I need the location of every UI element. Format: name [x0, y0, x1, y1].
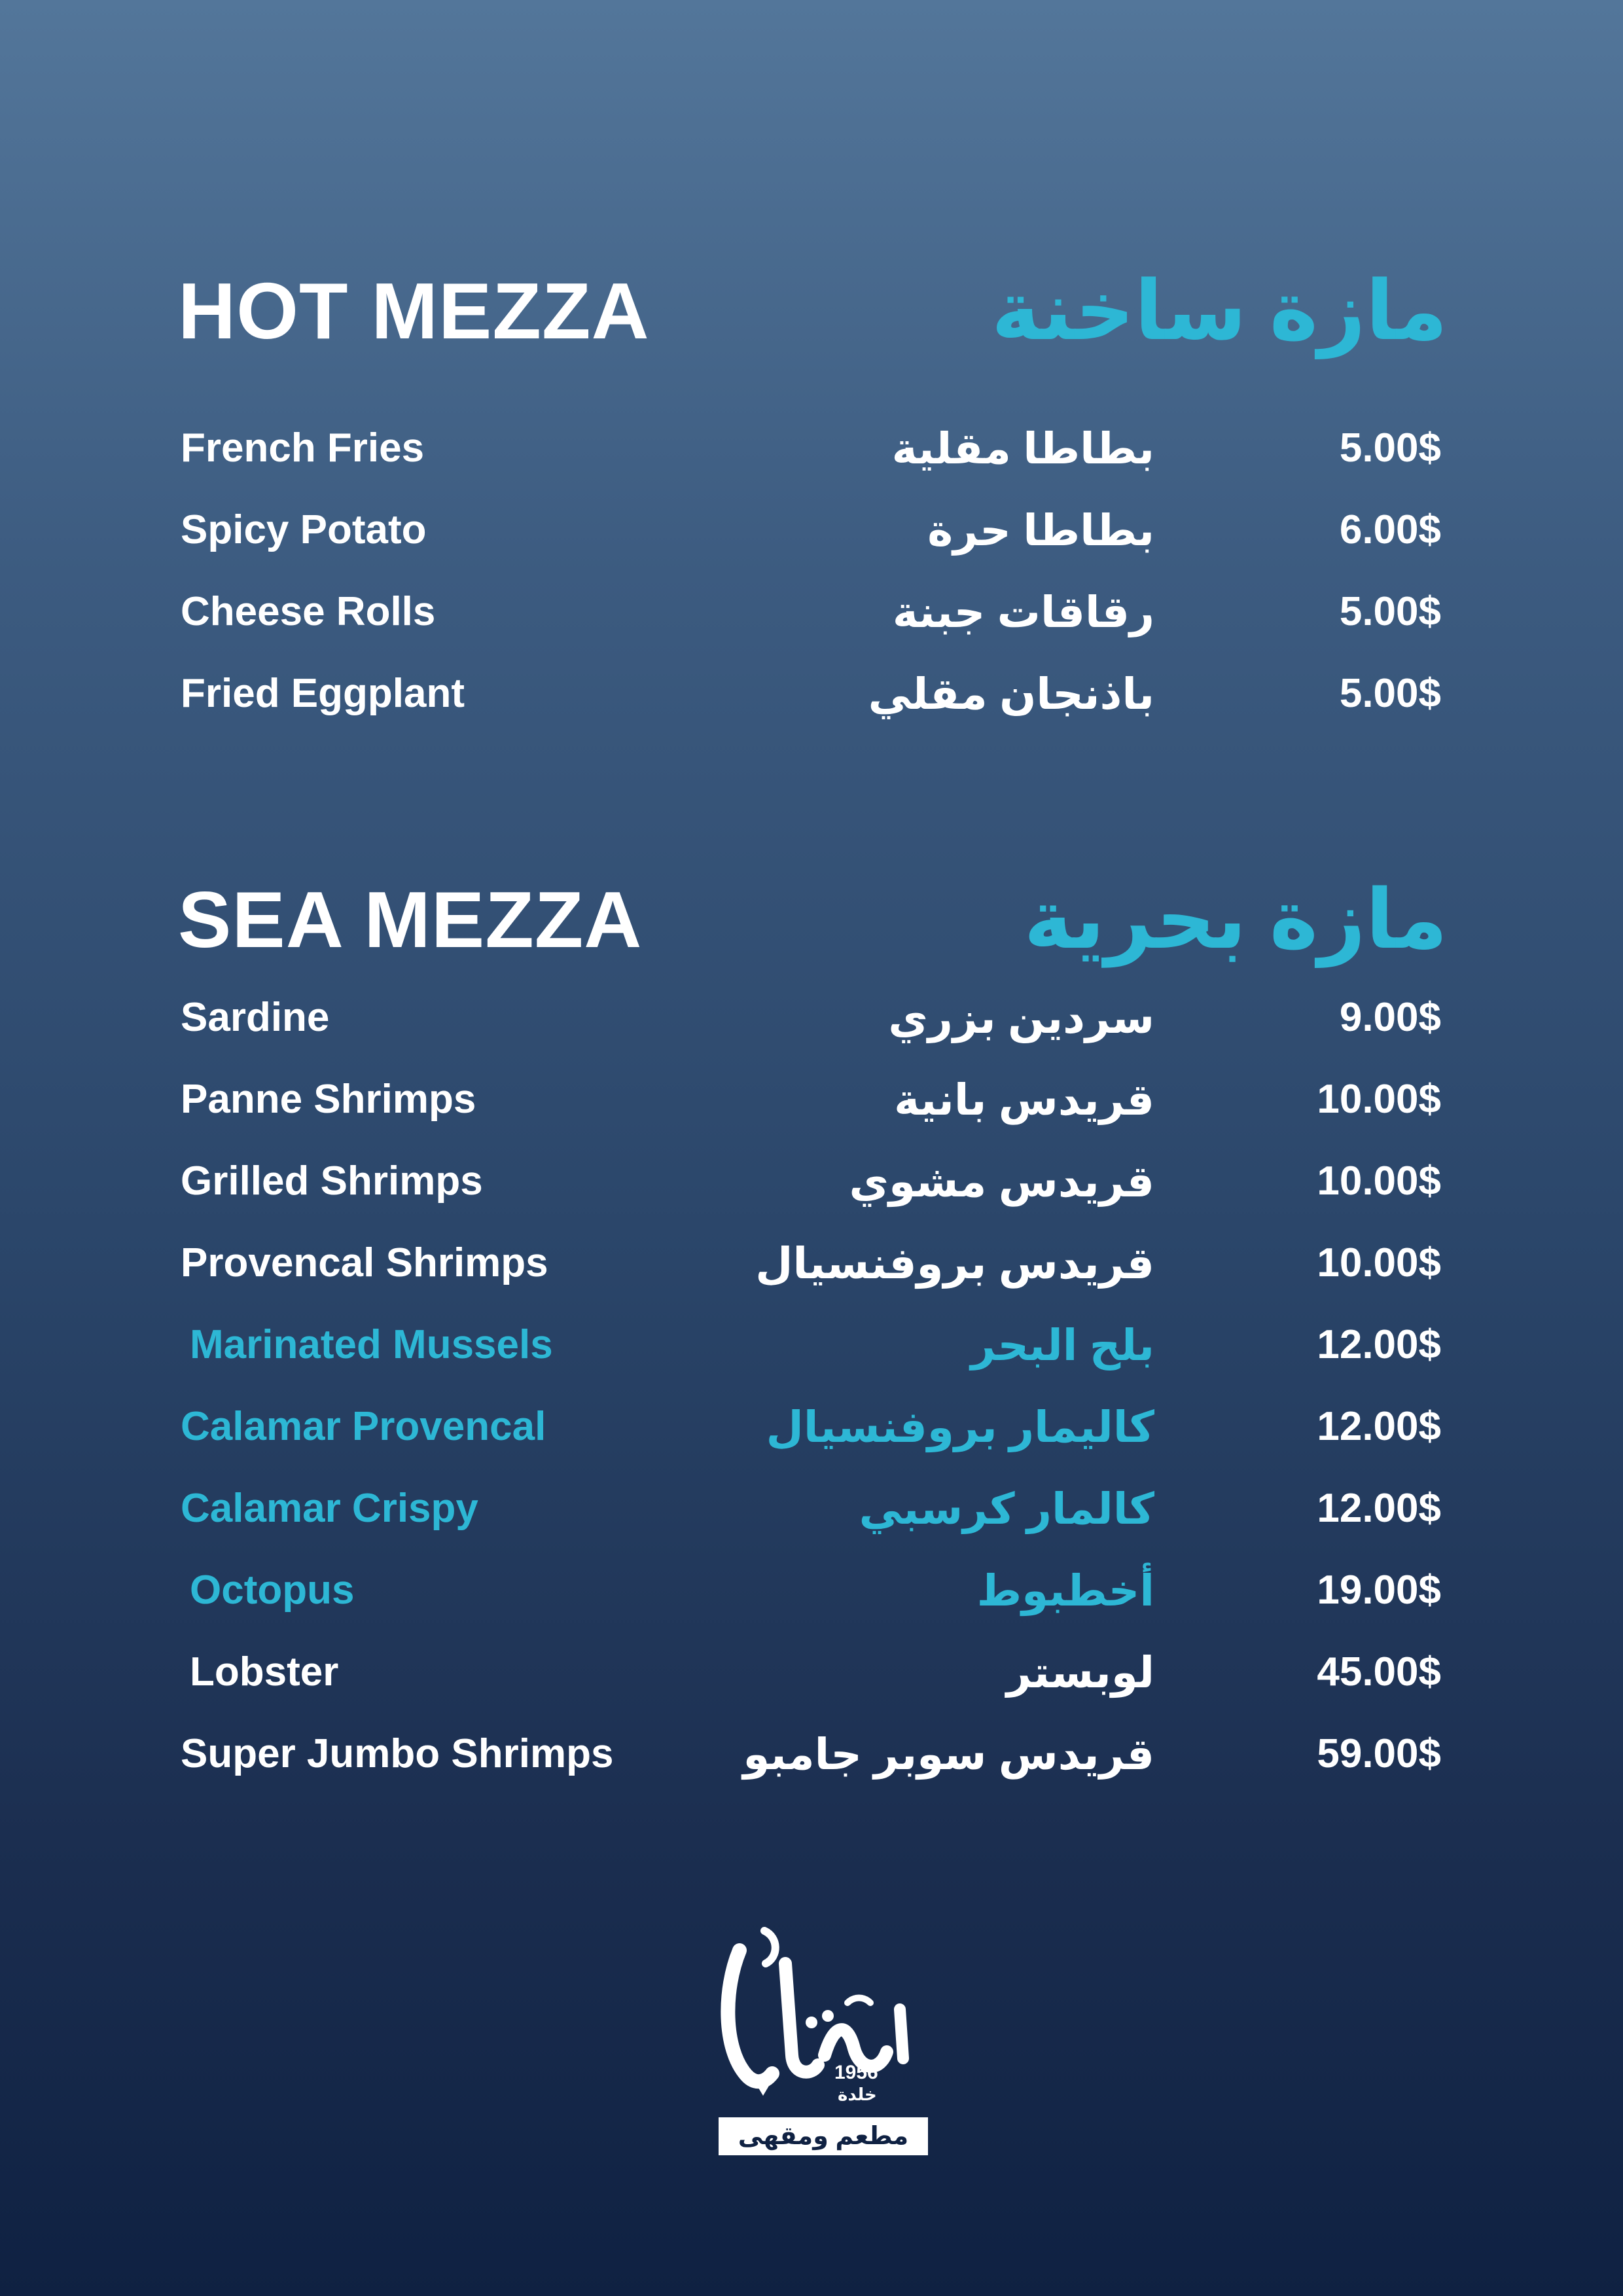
- menu-item-featured: [0, 1479, 1623, 1561]
- logo-tagline: مطعم ومقهى: [719, 2117, 928, 2155]
- item-name-ar: بطاطا حرة: [927, 506, 1154, 554]
- menu-item-featured: [0, 1397, 1623, 1479]
- item-price: 12.00$: [1317, 1322, 1441, 1367]
- item-name-en: Calamar Provencal: [181, 1404, 546, 1449]
- khaizaran-logo-icon: [713, 1924, 929, 2121]
- item-price: 59.00$: [1317, 1731, 1441, 1776]
- item-name-ar: رقاقات جبنة: [892, 588, 1154, 636]
- item-name-ar: سردين بزري: [888, 994, 1154, 1042]
- item-name-ar: قريدس سوبر جامبو: [743, 1730, 1154, 1778]
- item-name-en: French Fries: [181, 425, 425, 471]
- hot-mezza-title-en: HOT MEZZA: [178, 266, 650, 355]
- item-price: 10.00$: [1317, 1240, 1441, 1285]
- item-name-ar: كاليمار بروفنسيال: [766, 1403, 1154, 1451]
- menu-item: [0, 1070, 1623, 1152]
- item-name-ar: لوبستر: [1006, 1648, 1154, 1696]
- item-name-ar: باذنجان مقلي: [868, 670, 1154, 718]
- menu-item: [0, 1234, 1623, 1316]
- menu-item-featured: [0, 1561, 1623, 1643]
- menu-item: [0, 419, 1623, 501]
- item-name-en: Fried Eggplant: [181, 671, 465, 716]
- item-price: 5.00$: [1339, 589, 1441, 634]
- sea-mezza-list: [0, 988, 1623, 1806]
- menu-item: [0, 501, 1623, 583]
- logo-location: خلدة: [838, 2085, 877, 2104]
- sea-mezza-title-en: SEA MEZZA: [178, 875, 643, 964]
- item-price: 5.00$: [1339, 671, 1441, 716]
- menu-item: [0, 664, 1623, 746]
- item-name-ar: بطاطا مقلية: [891, 424, 1154, 473]
- item-name-ar: قريدس بانية: [894, 1075, 1154, 1124]
- menu-item: [0, 1152, 1623, 1234]
- logo-year: 1956: [834, 2062, 878, 2083]
- item-name-en: Super Jumbo Shrimps: [181, 1731, 614, 1776]
- menu-item-featured: [0, 1316, 1623, 1397]
- item-name-en: Provencal Shrimps: [181, 1240, 548, 1285]
- menu-item: [0, 1725, 1623, 1806]
- item-name-ar: أخطبوط: [976, 1566, 1154, 1615]
- item-name-en: Lobster: [190, 1649, 339, 1695]
- item-name-en: Octopus: [190, 1568, 355, 1613]
- item-name-en: Grilled Shrimps: [181, 1158, 483, 1204]
- item-price: 12.00$: [1317, 1486, 1441, 1531]
- hot-mezza-list: [0, 419, 1623, 746]
- item-name-en: Marinated Mussels: [190, 1322, 553, 1367]
- item-price: 10.00$: [1317, 1158, 1441, 1204]
- hot-mezza-title-ar: مازة ساخنة: [991, 264, 1448, 357]
- item-price: 6.00$: [1339, 507, 1441, 552]
- item-name-en: Calamar Crispy: [181, 1486, 478, 1531]
- item-price: 9.00$: [1339, 995, 1441, 1040]
- restaurant-logo: [713, 1924, 929, 2160]
- item-price: 10.00$: [1317, 1077, 1441, 1122]
- sea-mezza-title-ar: مازة بحرية: [1024, 873, 1448, 965]
- item-name-ar: قريدس بروفنسيال: [755, 1239, 1154, 1287]
- item-price: 12.00$: [1317, 1404, 1441, 1449]
- item-name-en: Panne Shrimps: [181, 1077, 476, 1122]
- item-price: 45.00$: [1317, 1649, 1441, 1695]
- item-name-en: Spicy Potato: [181, 507, 427, 552]
- item-name-ar: كالمار كرسبي: [859, 1484, 1154, 1533]
- item-name-en: Sardine: [181, 995, 330, 1040]
- item-price: 19.00$: [1317, 1568, 1441, 1613]
- item-name-ar: بلح البحر: [971, 1321, 1154, 1369]
- menu-item: [0, 583, 1623, 664]
- menu-item: [0, 988, 1623, 1070]
- item-name-en: Cheese Rolls: [181, 589, 436, 634]
- menu-item: [0, 1643, 1623, 1725]
- item-price: 5.00$: [1339, 425, 1441, 471]
- item-name-ar: قريدس مشوي: [849, 1157, 1154, 1206]
